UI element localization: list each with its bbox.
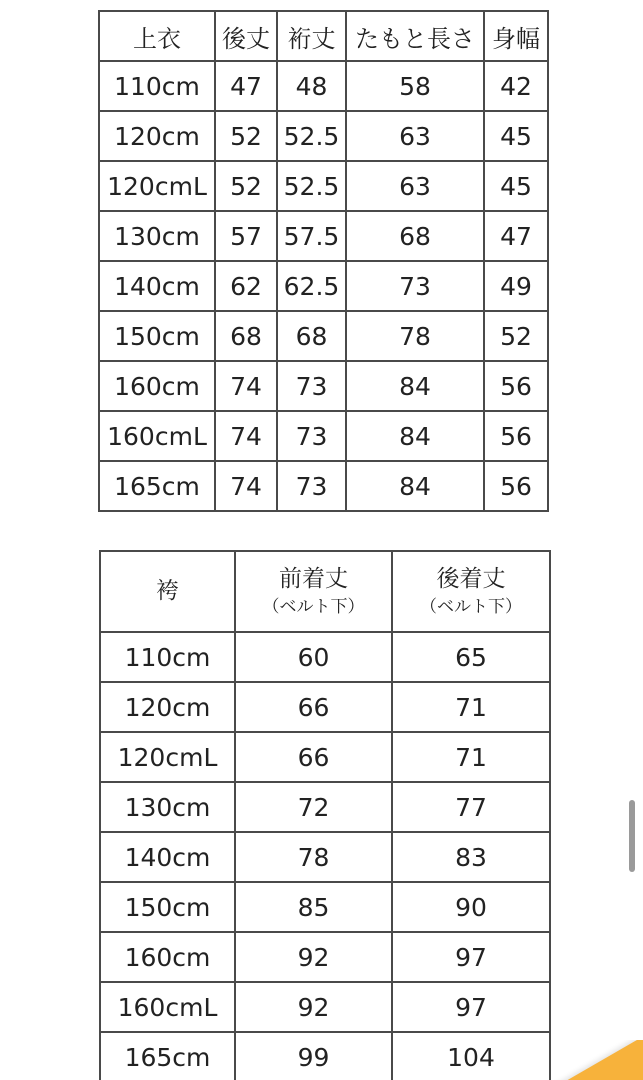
measurement-cell: 74: [215, 461, 277, 511]
size-label-cell: 160cmL: [99, 411, 215, 461]
measurement-cell: 45: [484, 111, 548, 161]
size-label-cell: 120cmL: [100, 732, 235, 782]
measurement-cell: 73: [346, 261, 484, 311]
bottom-table-body: [100, 632, 550, 1080]
measurement-cell: 42: [484, 61, 548, 111]
header-cell: 身幅: [484, 11, 548, 61]
measurement-cell: 90: [392, 882, 550, 932]
measurement-cell: 66: [235, 732, 392, 782]
table-row: [99, 211, 548, 261]
measurement-cell: 85: [235, 882, 392, 932]
size-label-cell: 160cmL: [100, 982, 235, 1032]
header-cell: 裄丈: [277, 11, 346, 61]
measurement-cell: 74: [215, 411, 277, 461]
table-row: [99, 111, 548, 161]
measurement-cell: 66: [235, 682, 392, 732]
size-label-cell: 140cm: [100, 832, 235, 882]
measurement-cell: 63: [346, 111, 484, 161]
measurement-cell: 73: [277, 461, 346, 511]
header-label: 袴: [156, 578, 179, 605]
measurement-cell: 62.5: [277, 261, 346, 311]
size-label-cell: 165cm: [99, 461, 215, 511]
table-header-row: [99, 11, 548, 61]
size-label-cell: 120cm: [99, 111, 215, 161]
measurement-cell: 56: [484, 411, 548, 461]
size-label-cell: 130cm: [99, 211, 215, 261]
measurement-cell: 68: [346, 211, 484, 261]
header-sublabel: （ベルト下）: [420, 597, 522, 618]
measurement-cell: 63: [346, 161, 484, 211]
measurement-cell: 78: [235, 832, 392, 882]
measurement-cell: 60: [235, 632, 392, 682]
measurement-cell: 74: [215, 361, 277, 411]
measurement-cell: 97: [392, 932, 550, 982]
table-row: [100, 682, 550, 732]
table-row: [99, 261, 548, 311]
measurement-cell: 92: [235, 932, 392, 982]
bottom-size-table: [99, 550, 551, 1080]
measurement-cell: 84: [346, 361, 484, 411]
measurement-cell: 73: [277, 361, 346, 411]
table-header-row: [100, 551, 550, 632]
measurement-cell: 99: [235, 1032, 392, 1080]
measurement-cell: 58: [346, 61, 484, 111]
header-cell: 後丈: [215, 11, 277, 61]
measurement-cell: 72: [235, 782, 392, 832]
measurement-cell: 92: [235, 982, 392, 1032]
measurement-cell: 56: [484, 461, 548, 511]
header-cell: たもと長さ: [346, 11, 484, 61]
table-row: [100, 782, 550, 832]
measurement-cell: 97: [392, 982, 550, 1032]
measurement-cell: 52.5: [277, 111, 346, 161]
header-cell: [100, 551, 235, 632]
table-row: [99, 411, 548, 461]
table-row: [99, 61, 548, 111]
measurement-cell: 47: [215, 61, 277, 111]
measurement-cell: 71: [392, 682, 550, 732]
corner-tab-icon[interactable]: [523, 1040, 643, 1080]
size-label-cell: 120cm: [100, 682, 235, 732]
top-size-table: [98, 10, 549, 512]
measurement-cell: 84: [346, 411, 484, 461]
table-row: [99, 361, 548, 411]
size-label-cell: 165cm: [100, 1032, 235, 1080]
measurement-cell: 52: [484, 311, 548, 361]
size-label-cell: 150cm: [100, 882, 235, 932]
measurement-cell: 77: [392, 782, 550, 832]
measurement-cell: 57: [215, 211, 277, 261]
measurement-cell: 47: [484, 211, 548, 261]
measurement-cell: 65: [392, 632, 550, 682]
measurement-cell: 68: [277, 311, 346, 361]
measurement-cell: 71: [392, 732, 550, 782]
measurement-cell: 52: [215, 111, 277, 161]
size-label-cell: 130cm: [100, 782, 235, 832]
header-sublabel: （ベルト下）: [262, 597, 365, 618]
size-label-cell: 160cm: [100, 932, 235, 982]
table-row: [100, 1032, 550, 1080]
table-row: [99, 461, 548, 511]
size-label-cell: 140cm: [99, 261, 215, 311]
header-cell: 上衣: [99, 11, 215, 61]
corner-tab-shape: [541, 1040, 643, 1080]
size-label-cell: 110cm: [99, 61, 215, 111]
measurement-cell: 78: [346, 311, 484, 361]
measurement-cell: 84: [346, 461, 484, 511]
measurement-cell: 48: [277, 61, 346, 111]
scrollbar[interactable]: [629, 800, 635, 872]
top-table-body: [99, 61, 548, 511]
size-label-cell: 120cmL: [99, 161, 215, 211]
measurement-cell: 62: [215, 261, 277, 311]
measurement-cell: 49: [484, 261, 548, 311]
measurement-cell: 83: [392, 832, 550, 882]
header-label: 後着丈: [436, 565, 506, 592]
table-row: [100, 982, 550, 1032]
measurement-cell: 104: [392, 1032, 550, 1080]
header-label: 前着丈: [279, 565, 348, 592]
table-row: [99, 161, 548, 211]
table-row: [100, 932, 550, 982]
size-label-cell: 150cm: [99, 311, 215, 361]
measurement-cell: 52.5: [277, 161, 346, 211]
table-row: [99, 311, 548, 361]
measurement-cell: 68: [215, 311, 277, 361]
size-label-cell: 160cm: [99, 361, 215, 411]
table-row: [100, 732, 550, 782]
header-cell: [235, 551, 392, 632]
table-row: [100, 632, 550, 682]
measurement-cell: 52: [215, 161, 277, 211]
measurement-cell: 56: [484, 361, 548, 411]
measurement-cell: 57.5: [277, 211, 346, 261]
measurement-cell: 73: [277, 411, 346, 461]
table-row: [100, 882, 550, 932]
header-cell: [392, 551, 550, 632]
table-row: [100, 832, 550, 882]
measurement-cell: 45: [484, 161, 548, 211]
size-label-cell: 110cm: [100, 632, 235, 682]
